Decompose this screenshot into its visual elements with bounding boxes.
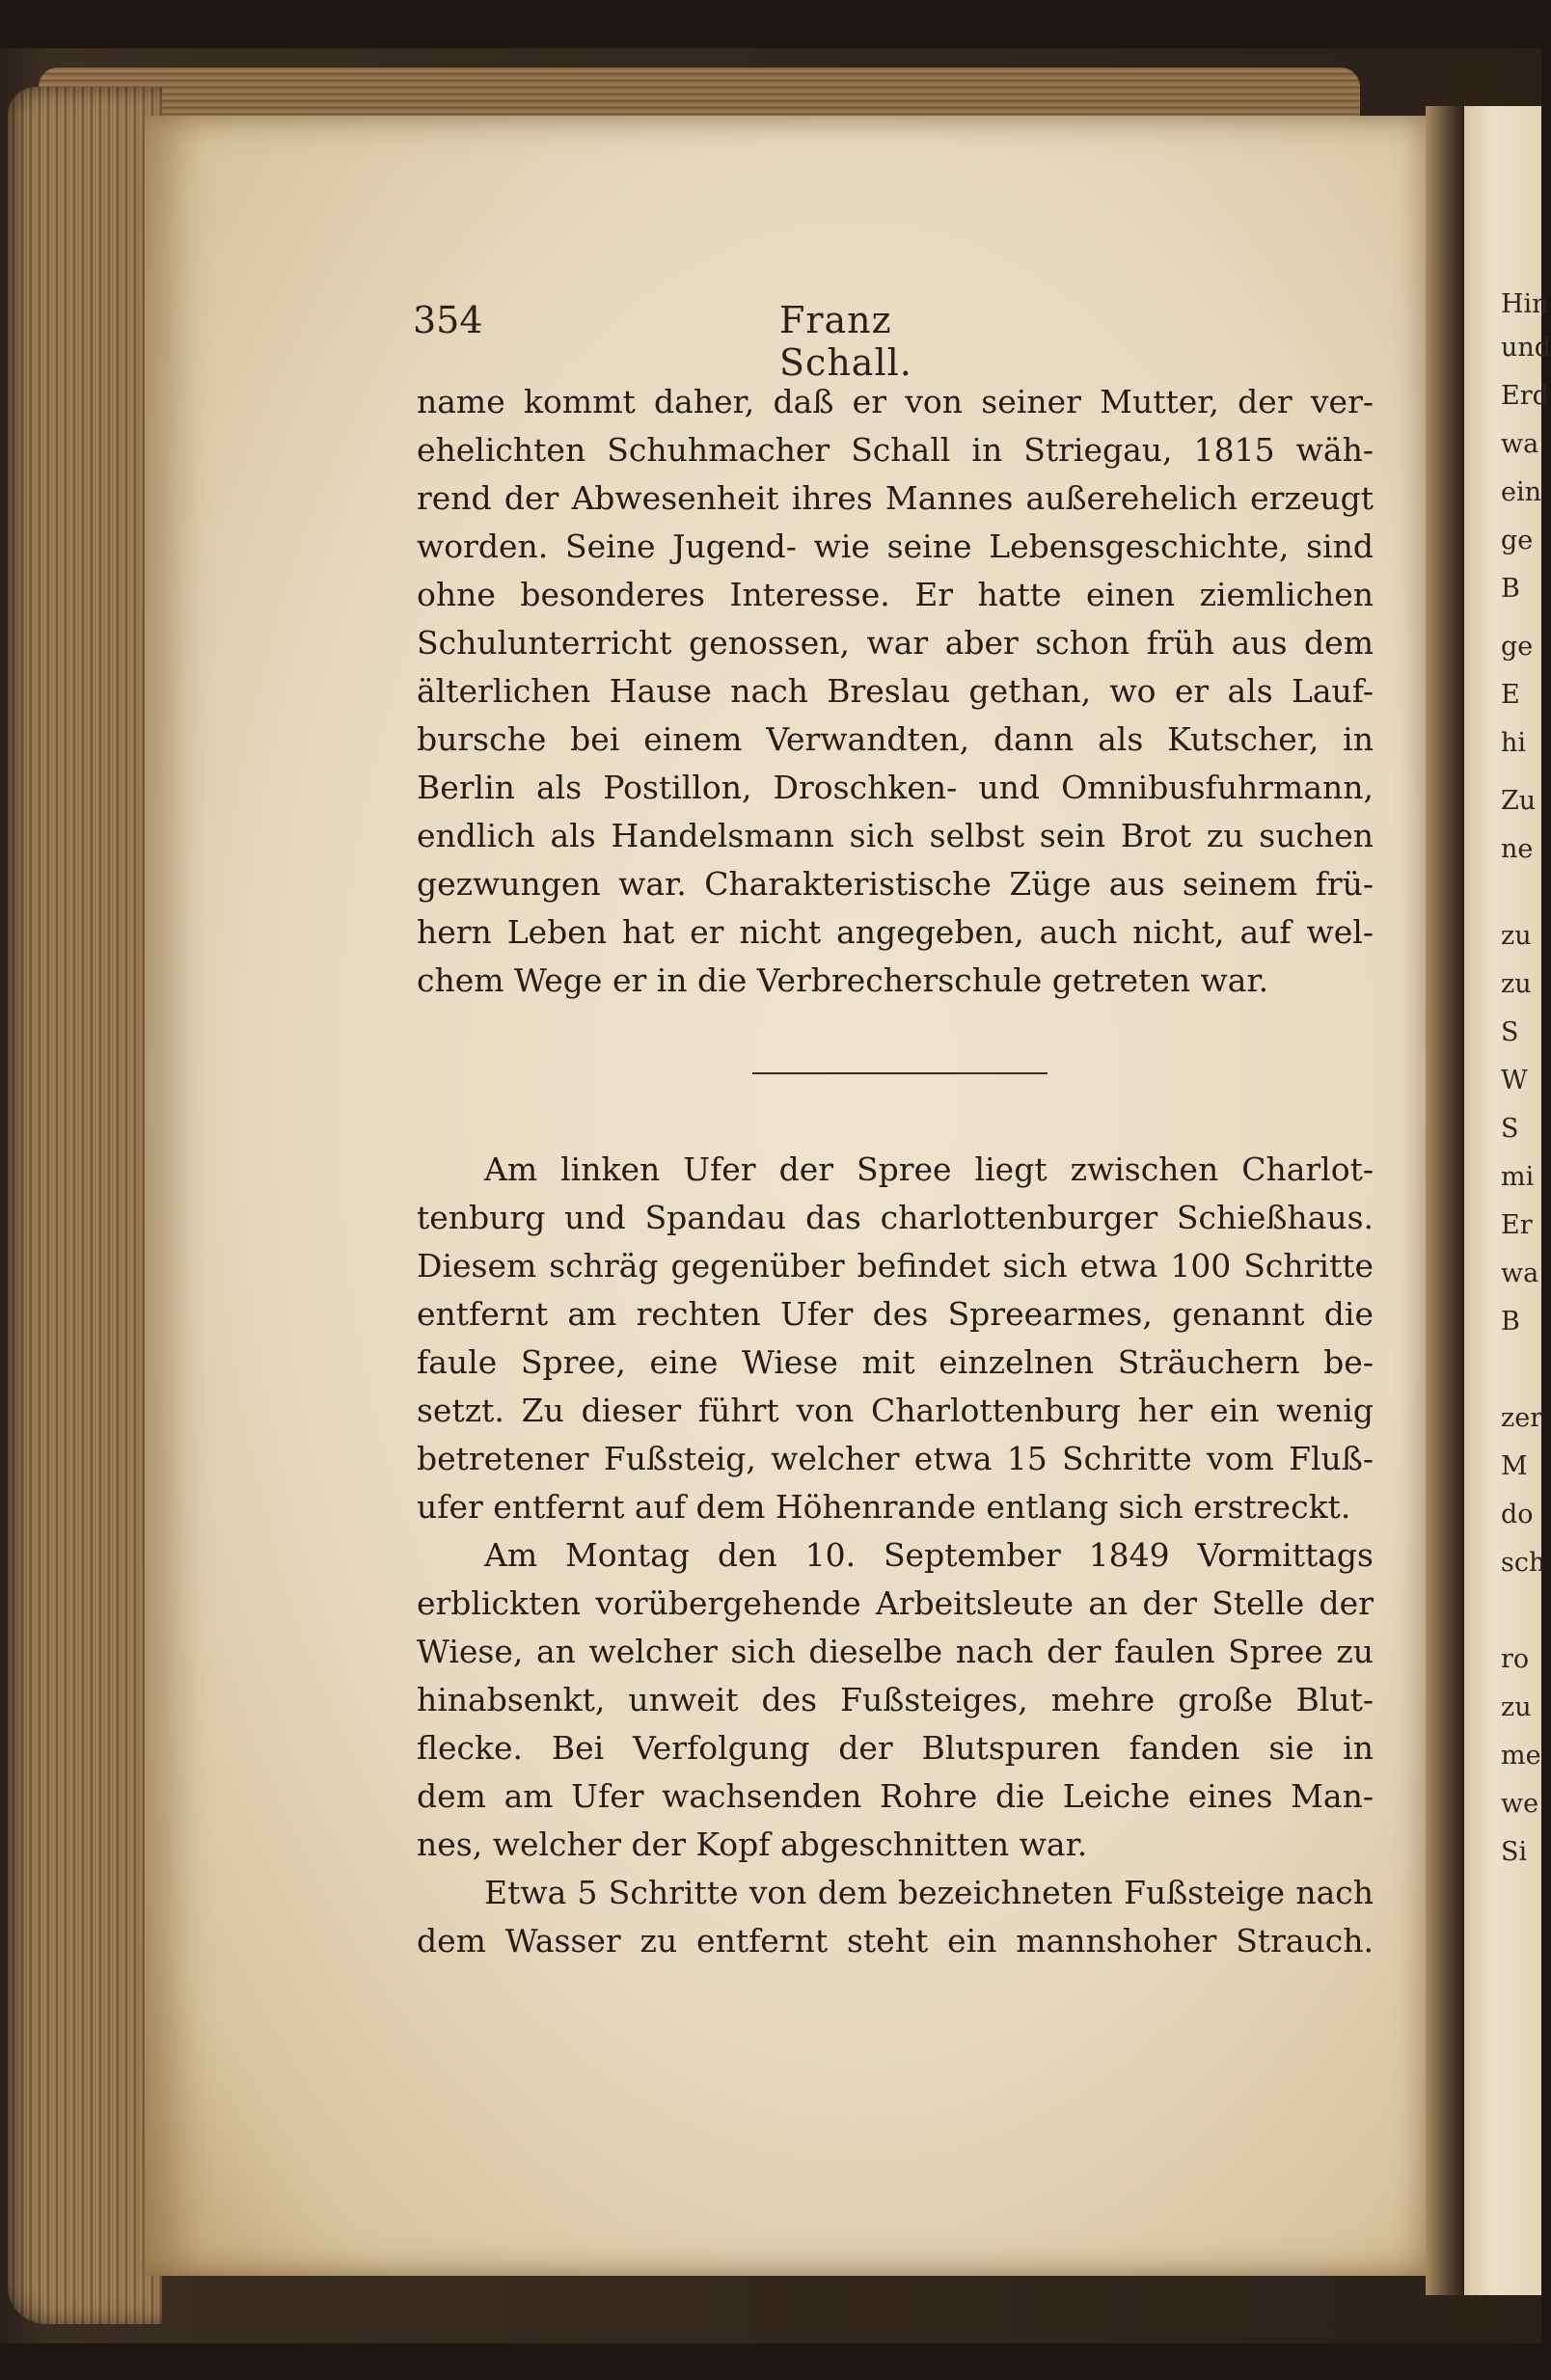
right-page-word-fragment: zu bbox=[1501, 969, 1532, 999]
text-line: setzt. Zu dieser führt von Charlottenburg her ein wenig bbox=[417, 1392, 1374, 1429]
text-line: Am linken Ufer der Spree liegt zwischen Charlot- bbox=[484, 1150, 1374, 1188]
right-page-word-fragment: E bbox=[1501, 680, 1520, 710]
paragraph-4 bbox=[417, 1869, 1374, 1965]
right-page-word-fragment: B bbox=[1501, 1307, 1520, 1337]
right-page-word-fragment: und bbox=[1501, 333, 1551, 363]
right-page-word-fragment: S bbox=[1501, 1017, 1519, 1047]
text-line: Etwa 5 Schritte von dem bezeichneten Fußsteige nach bbox=[484, 1874, 1374, 1911]
text-line: Am Montag den 10. September 1849 Vormittags bbox=[484, 1536, 1374, 1574]
text-line: entfernt am rechten Ufer des Spreearmes, genannt die bbox=[417, 1295, 1374, 1333]
text-line: faule Spree, eine Wiese mit einzelnen Sträuchern be- bbox=[417, 1343, 1374, 1381]
text-line: rend der Abwesenheit ihres Mannes außerehelich erzeugt bbox=[417, 479, 1374, 517]
right-page-word-fragment: B bbox=[1501, 574, 1520, 604]
text-line: älterlichen Hause nach Breslau gethan, wo er als Lauf- bbox=[417, 672, 1374, 710]
right-page-word-fragment: zu bbox=[1501, 1692, 1532, 1722]
right-page-word-fragment: do bbox=[1501, 1500, 1534, 1529]
paragraph-1 bbox=[417, 378, 1374, 1005]
text-line: dem Wasser zu entfernt steht ein mannshoher Strauch. bbox=[417, 1922, 1374, 1960]
text-line: bursche bei einem Verwandten, dann als Kutscher, in bbox=[417, 720, 1374, 758]
right-page-word-fragment: W bbox=[1501, 1066, 1528, 1095]
text-line: flecke. Bei Verfolgung der Blutspuren fanden sie in bbox=[417, 1729, 1374, 1767]
text-line: Wiese, an welcher sich dieselbe nach der faulen Spree zu bbox=[417, 1633, 1374, 1670]
text-line: gezwungen war. Charakteristische Züge aus seinem frü- bbox=[417, 865, 1374, 903]
book-gutter bbox=[1426, 106, 1464, 2295]
text-line: ufer entfernt auf dem Höhenrande entlang sich erstreckt. bbox=[417, 1488, 1351, 1526]
paragraph-2 bbox=[417, 1146, 1374, 1531]
right-page-word-fragment: ro bbox=[1501, 1644, 1530, 1674]
right-page-word-fragment: mi bbox=[1501, 1162, 1535, 1192]
right-page-word-fragment: Zu bbox=[1501, 786, 1537, 816]
page-header bbox=[413, 299, 1011, 384]
right-page-word-fragment: Hin bbox=[1501, 289, 1549, 319]
text-line: Diesem schräg gegenüber befindet sich etwa 100 Schritte bbox=[417, 1247, 1374, 1285]
right-page-word-fragment: wa bbox=[1501, 1258, 1539, 1288]
right-page-word-fragment: ge bbox=[1501, 632, 1534, 662]
text-line: worden. Seine Jugend- wie seine Lebensgeschichte, sind bbox=[417, 527, 1374, 565]
right-page-word-fragment: sch bbox=[1501, 1548, 1546, 1578]
paragraph-3 bbox=[417, 1531, 1374, 1869]
text-line: ehelichten Schuhmacher Schall in Striegau, 1815 wäh- bbox=[417, 431, 1374, 469]
right-page-word-fragment: Si bbox=[1501, 1837, 1528, 1867]
right-page-word-fragment: ein bbox=[1501, 477, 1542, 507]
text-line: erblickten vorübergehende Arbeitsleute an der Stelle der bbox=[417, 1584, 1374, 1622]
right-page-word-fragment: wa bbox=[1501, 429, 1539, 459]
section-divider bbox=[752, 1072, 1048, 1074]
right-page-word-fragment: Er bbox=[1501, 1210, 1533, 1240]
text-line: tenburg und Spandau das charlottenburger Schießhaus. bbox=[417, 1199, 1374, 1236]
right-page-word-fragment: ge bbox=[1501, 526, 1534, 555]
right-page-word-fragment: S bbox=[1501, 1114, 1519, 1144]
text-line: Schulunterricht genossen, war aber schon früh aus dem bbox=[417, 624, 1374, 662]
right-page-word-fragment: ne bbox=[1501, 834, 1534, 864]
text-line: dem am Ufer wachsenden Rohre die Leiche eines Man- bbox=[417, 1777, 1374, 1815]
text-line: betretener Fußsteig, welcher etwa 15 Schritte vom Fluß- bbox=[417, 1440, 1374, 1477]
right-page-word-fragment: Erd bbox=[1501, 381, 1549, 411]
page-block-left-edge bbox=[8, 87, 162, 2324]
right-page-word-fragment: M bbox=[1501, 1451, 1528, 1481]
text-line: hern Leben hat er nicht angegeben, auch nicht, auf wel- bbox=[417, 913, 1374, 951]
right-page-word-fragment: we bbox=[1501, 1789, 1539, 1819]
right-page-word-fragment: zer bbox=[1501, 1403, 1543, 1433]
text-line: Berlin als Postillon, Droschken- und Omnibusfuhrmann, bbox=[417, 769, 1374, 806]
running-title: Franz Schall. bbox=[779, 299, 912, 384]
text-line: hinabsenkt, unweit des Fußsteiges, mehre große Blut- bbox=[417, 1681, 1374, 1718]
right-page-word-fragment: hi bbox=[1501, 728, 1527, 758]
text-line: name kommt daher, daß er von seiner Mutter, der ver- bbox=[417, 383, 1374, 420]
text-line: ohne besonderes Interesse. Er hatte einen ziemlichen bbox=[417, 576, 1374, 613]
right-page-word-fragment: zu bbox=[1501, 921, 1532, 951]
page-number: 354 bbox=[413, 299, 483, 341]
text-line: chem Wege er in die Verbrecherschule getreten war. bbox=[417, 961, 1269, 999]
text-line: endlich als Handelsmann sich selbst sein Brot zu suchen bbox=[417, 817, 1374, 854]
right-page-strip bbox=[1464, 106, 1551, 2295]
text-line: nes, welcher der Kopf abgeschnitten war. bbox=[417, 1826, 1088, 1863]
right-page-word-fragment: me bbox=[1501, 1741, 1541, 1771]
